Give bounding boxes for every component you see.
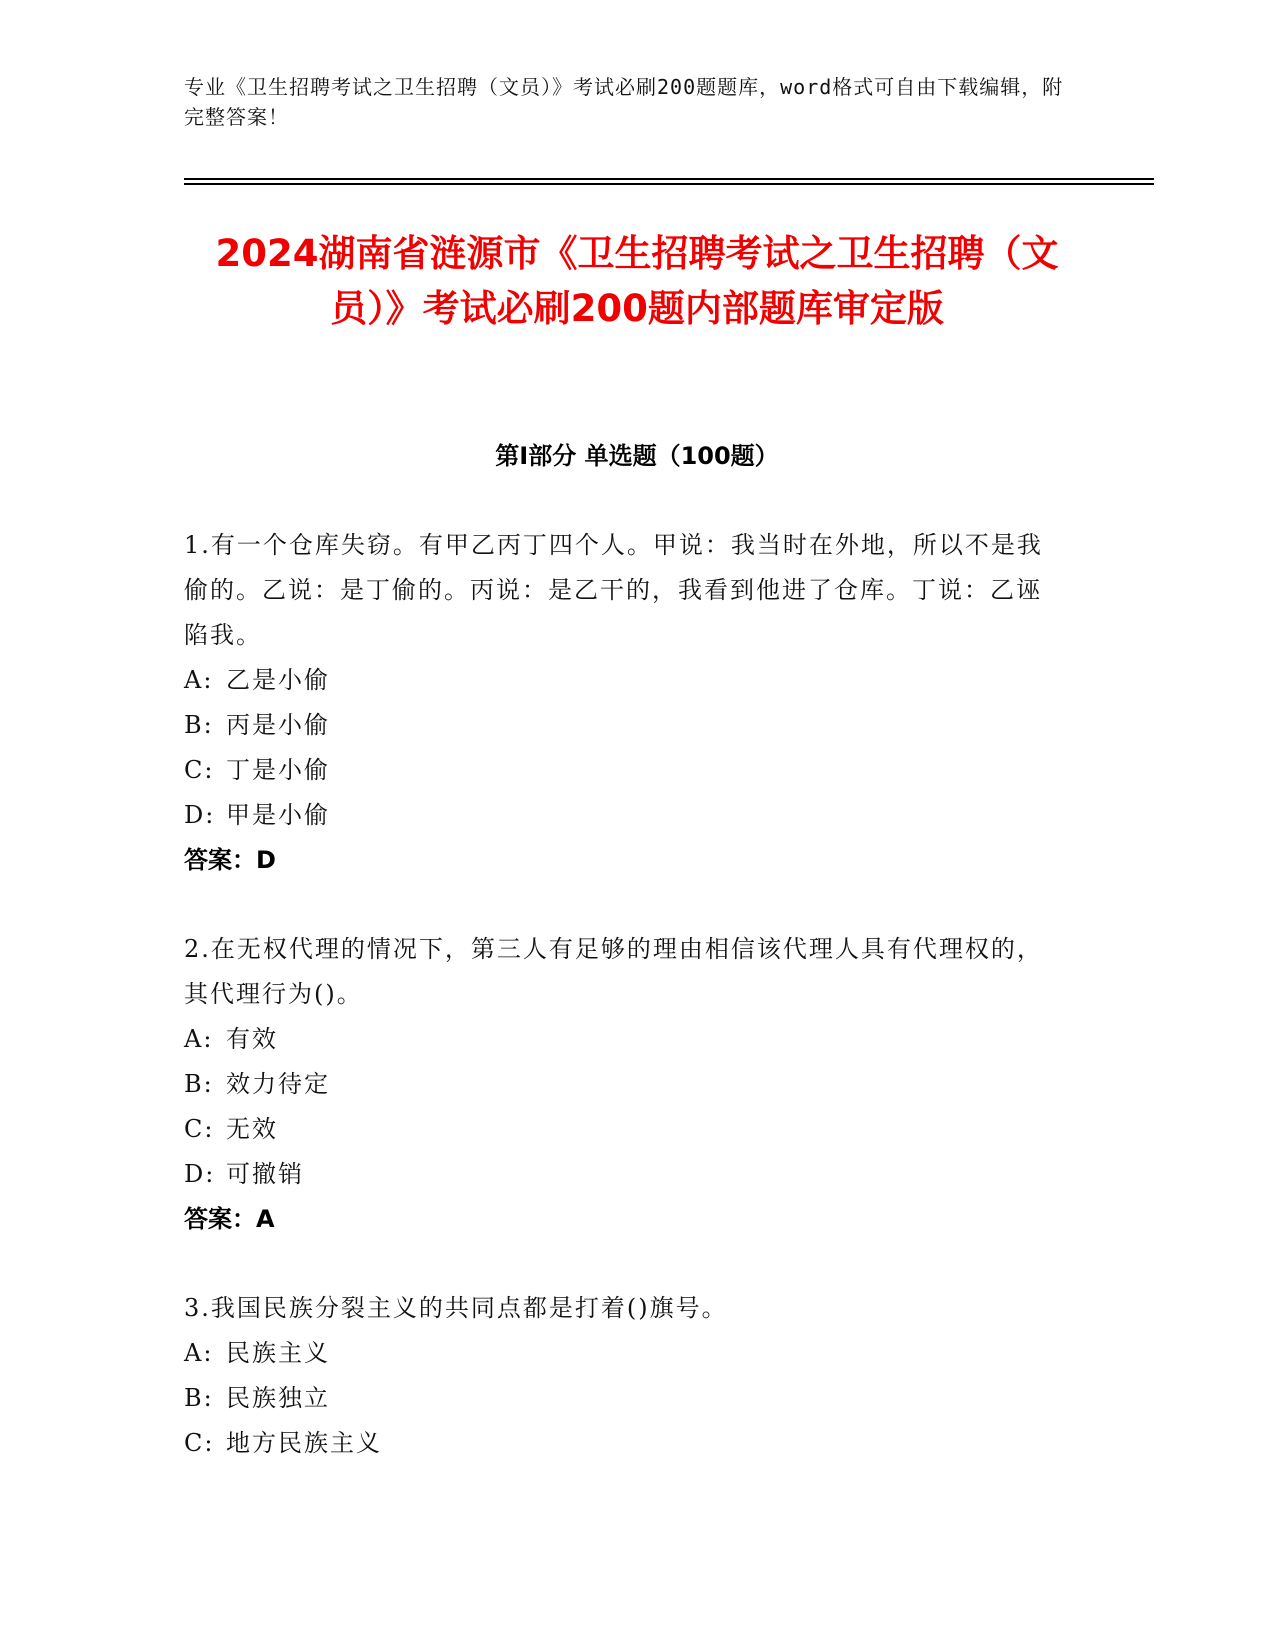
answer-value: A: [256, 1205, 275, 1233]
answer-label: 答案：: [184, 1205, 256, 1233]
option-text: 可撤销: [226, 1160, 304, 1188]
question-stem: 3.我国民族分裂主义的共同点都是打着()旗号。: [184, 1294, 728, 1322]
answer-line: [184, 1197, 1064, 1242]
question-stem: 2.在无权代理的情况下，第三人有足够的理由相信该代理人具有代理权的，其代理行为()。: [184, 935, 1043, 1008]
question-3: [184, 1286, 1064, 1466]
option-letter: C:: [184, 756, 215, 784]
option-d: [184, 793, 1064, 838]
option-letter: A:: [184, 1339, 214, 1367]
option-b: [184, 1376, 1064, 1421]
option-a: [184, 658, 1064, 703]
question-2: [184, 927, 1064, 1242]
option-letter: D:: [184, 1160, 216, 1188]
option-text: 甲是小偷: [226, 801, 330, 829]
option-text: 乙是小偷: [226, 666, 330, 694]
question-stem: 1.有一个仓库失窃。有甲乙丙丁四个人。甲说：我当时在外地，所以不是我偷的。乙说：是丁偷的。丙说：是乙干的，我看到他进了仓库。丁说：乙诬陷我。: [184, 531, 1043, 649]
question-list: [184, 523, 1064, 1510]
option-letter: D:: [184, 801, 216, 829]
section-title: 第I部分 单选题（100题）: [495, 442, 779, 470]
answer-line: [184, 838, 1064, 883]
option-text: 有效: [226, 1025, 278, 1053]
option-text: 地方民族主义: [226, 1429, 382, 1457]
option-text: 丙是小偷: [226, 711, 330, 739]
option-letter: A:: [184, 1025, 214, 1053]
option-text: 无效: [226, 1115, 278, 1143]
answer-label: 答案：: [184, 846, 256, 874]
option-c: [184, 748, 1064, 793]
option-letter: C:: [184, 1115, 215, 1143]
option-a: [184, 1331, 1064, 1376]
option-text: 民族主义: [226, 1339, 330, 1367]
option-text: 丁是小偷: [226, 756, 330, 784]
option-b: [184, 1062, 1064, 1107]
option-text: 效力待定: [226, 1070, 330, 1098]
answer-value: D: [256, 846, 276, 874]
option-b: [184, 703, 1064, 748]
header-divider-top: [184, 178, 1154, 180]
question-1: [184, 523, 1064, 883]
option-c: [184, 1107, 1064, 1152]
option-letter: A:: [184, 666, 214, 694]
option-letter: B:: [184, 1384, 214, 1412]
option-a: [184, 1017, 1064, 1062]
option-c: [184, 1421, 1064, 1466]
header-divider-bottom: [184, 183, 1154, 185]
option-letter: C:: [184, 1429, 215, 1457]
document-title: 2024湖南省涟源市《卫生招聘考试之卫生招聘（文员）》考试必刷200题内部题库审定版: [215, 232, 1059, 330]
option-letter: B:: [184, 1070, 214, 1098]
option-text: 民族独立: [226, 1384, 330, 1412]
header-note: 专业《卫生招聘考试之卫生招聘（文员）》考试必刷200题题库，word格式可自由下载编辑，附完整答案！: [184, 75, 1064, 129]
option-letter: B:: [184, 711, 214, 739]
option-d: [184, 1152, 1064, 1197]
